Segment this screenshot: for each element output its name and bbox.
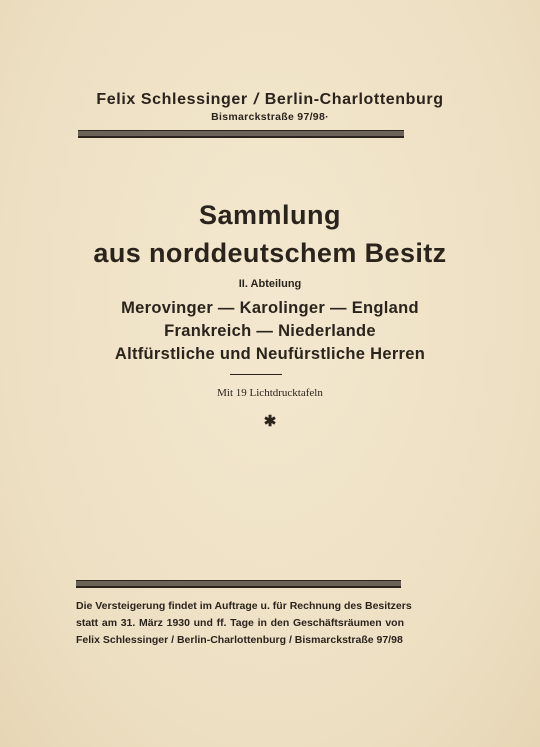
- subject-line-1: Merovinger — Karolinger — England: [121, 299, 419, 317]
- title-line-2: aus norddeutschem Besitz: [93, 238, 447, 268]
- asterisk-ornament: ✱: [263, 413, 277, 430]
- auction-notice-line-3: Felix Schlessinger / Berlin-Charlottenburg / Bismarckstraße 97/98: [76, 634, 403, 646]
- publisher-city: Berlin-Charlottenburg: [264, 91, 444, 108]
- title-line-1: Sammlung: [198, 200, 342, 230]
- auction-notice-line-2: statt am 31. März 1930 und ff. Tage in den Geschäftsräumen von: [76, 617, 404, 629]
- section-label: II. Abteilung: [238, 278, 302, 290]
- short-divider: [230, 374, 282, 375]
- publisher-address: Bismarckstraße 97/98·: [211, 111, 329, 123]
- subject-line-3: Altfürstliche und Neufürstliche Herren: [114, 345, 426, 363]
- top-double-rule: [78, 130, 404, 138]
- publisher-separator: /: [253, 91, 259, 108]
- subject-line-2: Frankreich — Niederlande: [164, 322, 376, 340]
- bottom-double-rule: [76, 580, 401, 588]
- plates-note: Mit 19 Lichtdrucktafeln: [217, 387, 323, 399]
- publisher-name: Felix Schlessinger: [96, 91, 248, 108]
- auction-notice: [76, 598, 412, 649]
- publisher-line: [0, 91, 540, 109]
- auction-notice-line-1: Die Versteigerung findet im Auftrage u. für Rechnung des Besitzers: [76, 600, 412, 612]
